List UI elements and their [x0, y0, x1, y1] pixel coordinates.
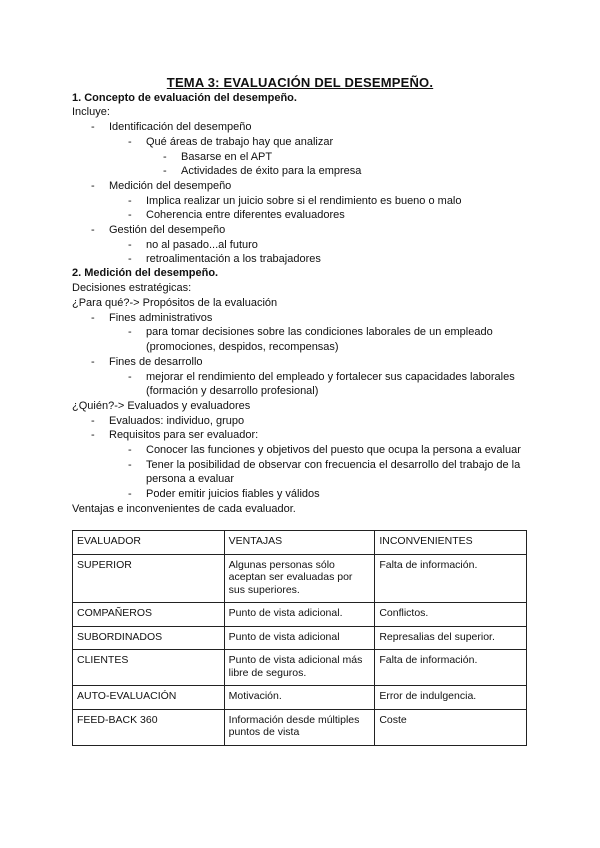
list-item: Qué áreas de trabajo hay que analizar — [146, 136, 334, 148]
bullet-dash: - — [128, 444, 132, 456]
table-cell: Falta de información. — [375, 650, 527, 686]
table-cell: SUBORDINADOS — [73, 626, 225, 650]
bullet-dash: - — [91, 415, 95, 427]
bullet-dash: - — [128, 371, 132, 383]
table-cell: Punto de vista adicional más libre de seguros. — [224, 650, 375, 686]
table-cell: Falta de información. — [375, 554, 527, 603]
list-item: Basarse en el APT — [181, 151, 273, 163]
table-cell: Punto de vista adicional — [224, 626, 375, 650]
table-cell: Error de indulgencia. — [375, 686, 527, 710]
table-row — [73, 709, 527, 745]
bullet-dash: - — [91, 312, 95, 324]
list-item: Implica realizar un juicio sobre si el rendimiento es bueno o malo — [146, 195, 462, 207]
table-cell: Punto de vista adicional. — [224, 603, 375, 627]
bullet-dash: - — [91, 356, 95, 368]
table-cell: Algunas personas sólo aceptan ser evaluadas por sus superiores. — [224, 554, 375, 603]
bullet-dash: - — [163, 151, 167, 163]
list-item: Fines de desarrollo — [109, 356, 203, 368]
table-cell: Conflictos. — [375, 603, 527, 627]
table-cell: Motivación. — [224, 686, 375, 710]
bullet-dash: - — [91, 121, 95, 133]
list-item: Gestión del desempeño — [109, 224, 226, 236]
table-row — [73, 626, 527, 650]
list-item: retroalimentación a los trabajadores — [146, 253, 321, 265]
list-item: Coherencia entre diferentes evaluadores — [146, 209, 345, 221]
bullet-dash: - — [128, 488, 132, 500]
list-item: Medición del desempeño — [109, 180, 232, 192]
list-item: no al pasado...al futuro — [146, 239, 258, 251]
list-item: Identificación del desempeño — [109, 121, 252, 133]
section-2-heading: 2. Medición del desempeño. — [72, 267, 219, 279]
bullet-dash: - — [128, 326, 132, 338]
table-header-cell: EVALUADOR — [73, 531, 225, 555]
bullet-dash: - — [128, 253, 132, 265]
table-cell: Represalias del superior. — [375, 626, 527, 650]
bullet-dash: - — [163, 165, 167, 177]
table-row — [73, 686, 527, 710]
list-item: mejorar el rendimiento del empleado y fortalecer sus capacidades laborales — [146, 371, 515, 383]
evaluators-table — [72, 530, 527, 746]
table-cell: CLIENTES — [73, 650, 225, 686]
table-header-cell: VENTAJAS — [224, 531, 375, 555]
list-item: para tomar decisiones sobre las condiciones laborales de un empleado — [146, 326, 493, 338]
bullet-dash: - — [128, 195, 132, 207]
table-row — [73, 554, 527, 603]
page-title: TEMA 3: EVALUACIÓN DEL DESEMPEÑO. — [166, 75, 434, 90]
table-row — [73, 603, 527, 627]
bullet-dash: - — [91, 429, 95, 441]
list-item: Fines administrativos — [109, 312, 213, 324]
table-header-row — [73, 531, 527, 555]
list-item: Tener la posibilidad de observar con frecuencia el desarrollo del trabajo de la — [146, 459, 521, 471]
section-2-intro: Decisiones estratégicas: — [72, 282, 192, 294]
table-row — [73, 650, 527, 686]
bullet-dash: - — [91, 224, 95, 236]
table-cell: SUPERIOR — [73, 554, 225, 603]
table-cell: AUTO-EVALUACIÓN — [73, 686, 225, 710]
bullet-dash: - — [128, 136, 132, 148]
list-item: Actividades de éxito para la empresa — [181, 165, 362, 177]
section-1-heading: 1. Concepto de evaluación del desempeño. — [72, 92, 297, 104]
bullet-dash: - — [128, 459, 132, 471]
table-cell: Información desde múltiples puntos de vista — [224, 709, 375, 745]
list-item-continuation: (promociones, despidos, recompensas) — [146, 341, 339, 353]
list-item-continuation: persona a evaluar — [146, 473, 235, 485]
table-cell: FEED-BACK 360 — [73, 709, 225, 745]
table-header-cell: INCONVENIENTES — [375, 531, 527, 555]
list-item-continuation: (formación y desarrollo profesional) — [146, 385, 319, 397]
bullet-dash: - — [128, 239, 132, 251]
list-item: Evaluados: individuo, grupo — [109, 415, 245, 427]
list-item: Requisitos para ser evaluador: — [109, 429, 259, 441]
bullet-dash: - — [128, 209, 132, 221]
question-para-que: ¿Para qué?-> Propósitos de la evaluación — [72, 297, 278, 309]
table-cell: Coste — [375, 709, 527, 745]
list-item: Poder emitir juicios fiables y válidos — [146, 488, 320, 500]
section-1-intro: Incluye: — [72, 106, 110, 118]
bullet-dash: - — [91, 180, 95, 192]
question-quien: ¿Quién?-> Evaluados y evaluadores — [72, 400, 251, 412]
list-item: Conocer las funciones y objetivos del puesto que ocupa la persona a evaluar — [146, 444, 521, 456]
table-intro: Ventajas e inconvenientes de cada evaluador. — [72, 503, 296, 515]
table-cell: COMPAÑEROS — [73, 603, 225, 627]
